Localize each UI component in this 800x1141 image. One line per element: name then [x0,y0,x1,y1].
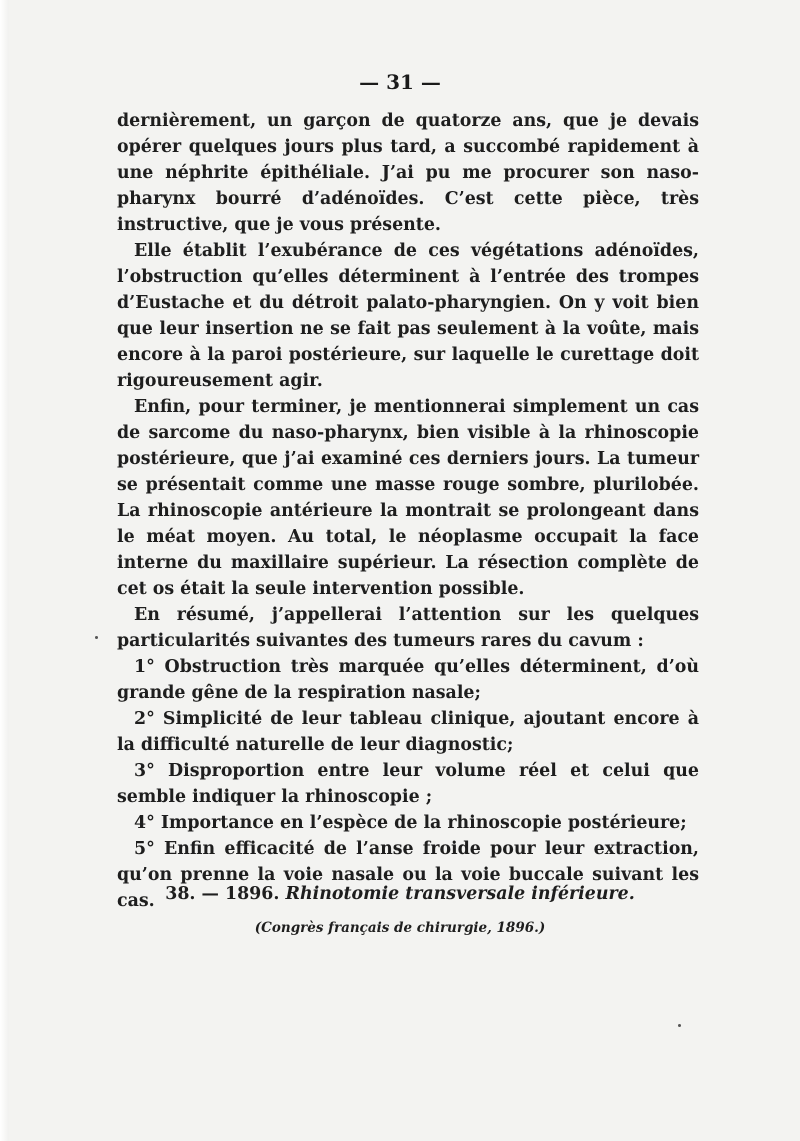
body-text [117,108,699,914]
ink-speck [678,1024,681,1027]
publication-source: (Congrès français de chirurgie, 1896.) [254,920,546,936]
list-item-1: 1° Obstruction très marquée qu’elles déterminent, d’où grande gêne de la respiration nasale; [117,657,699,703]
ink-speck [95,636,98,639]
list-item-5: 5° Enfin efficacité de l’anse froide pour leur extraction, qu’on prenne la voie nasale ou la voie buccale suivant les cas. [117,839,699,911]
paragraph-summary: En résumé, j’appellerai l’attention sur les quelques particularités suivantes des tumeurs rares du cavum : [117,605,699,651]
page-number: — 31 — [359,70,441,94]
list-item-4: 4° Importance en l’espèce de la rhinoscopie postérieure; [134,813,687,833]
list-item-3: 3° Disproportion entre leur volume réel et celui que semble indiquer la rhinoscopie ; [117,761,699,807]
paragraph-adenoids: Elle établit l’exubérance de ces végétations adénoïdes, l’obstruction qu’elles déterminent à l’entrée des trompes d’Eustache et du détroit palato-pharyngien. On y voit bien que leur insertion ne se fait pas seulement à la voûte, mais encore à la paroi postérieure, sur laquelle le curettage doit rigoureusement agir. [117,241,699,391]
paragraph-sarcoma: Enfin, pour terminer, je mentionnerai simplement un cas de sarcome du naso-pharynx, bien visible à la rhinoscopie postérieure, que j’ai examiné ces derniers jours. La tumeur se présentait comme une masse rouge sombre, plurilobée. La rhinoscopie antérieure la montrait se prolongeant dans le méat moyen. Au total, le néoplasme occupait la face interne du maxillaire supérieur. La résection complète de cet os était la seule intervention possible. [117,397,699,599]
publication-title: Rhinotomie transversale inférieure. [285,884,635,904]
publication-heading [0,884,800,904]
list-item-2: 2° Simplicité de leur tableau clinique, ajoutant encore à la difficulté naturelle de leur diagnostic; [117,709,699,755]
page-edge [0,0,9,1141]
paragraph-continuation: dernièrement, un garçon de quatorze ans, que je devais opérer quelques jours plus tard, a succombé rapidement à une néphrite épithéliale. J’ai pu me procurer son naso-pharynx bourré d’adénoïdes. C’est cette pièce, très instructive, que je vous présente. [117,111,699,235]
publication-number-date: 38. — 1896. [165,884,280,904]
